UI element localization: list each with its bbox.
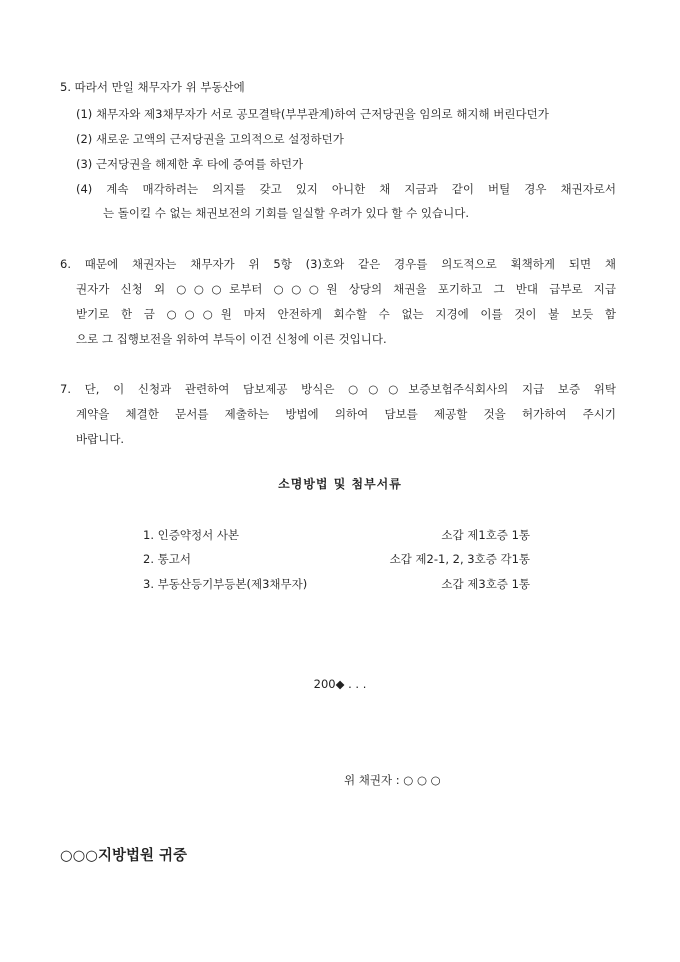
section-6-line-2: 권자가 신청 외 ○○○로부터 ○○○원 상당의 채권을 포기하고 그 반대 급부로 지급 bbox=[76, 282, 616, 296]
evidence-item-1-name: 1. 인증약정서 사본 bbox=[143, 528, 240, 542]
section-7-line-3: 바랍니다. bbox=[76, 432, 125, 446]
section-6-line-3: 받기로 한 금 ○○○원 마저 안전하게 회수할 수 없는 지경에 이를 것이 불 보듯 함 bbox=[76, 307, 616, 321]
evidence-item-2-ref: 소갑 제2-1, 2, 3호증 각1통 bbox=[389, 552, 530, 566]
section-5-item-2: (2) 새로운 고액의 근저당권을 고의적으로 설정하던가 bbox=[76, 132, 344, 146]
creditor-signature: 위 채권자 : ○ ○ ○ bbox=[344, 773, 441, 787]
section-5-item-1: (1) 채무자와 제3채무자가 서로 공모결탁(부부관계)하여 근저당권을 임의로 해지해 버린다던가 bbox=[76, 107, 549, 121]
section-7-line-1: 7. 단, 이 신청과 관련하여 담보제공 방식은 ○○○보증보험주식회사의 지급 보증 위탁 bbox=[60, 382, 616, 396]
court-addressee: ○○○지방법원 귀중 bbox=[60, 848, 188, 864]
section-6-line-4: 으로 그 집행보전을 위하여 부득이 이건 신청에 이른 것입니다. bbox=[76, 332, 387, 346]
section-5-heading: 5. 따라서 만일 채무자가 위 부동산에 bbox=[60, 80, 245, 94]
section-7-line-2: 계약을 체결한 문서를 제출하는 방법에 의하여 담보를 제공할 것을 허가하여 주시기 bbox=[76, 407, 616, 421]
section-6-line-1: 6. 때문에 채권자는 채무자가 위 5항 (3)호와 같은 경우를 의도적으로 획책하게 되면 채 bbox=[60, 257, 616, 271]
evidence-title: 소명방법 및 첨부서류 bbox=[278, 477, 402, 491]
document-date: 200◆ . . . bbox=[313, 677, 367, 691]
evidence-item-2-name: 2. 통고서 bbox=[143, 552, 191, 566]
section-5-item-4-line-1: (4) 계속 매각하려는 의지를 갖고 있지 아니한 채 지금과 같이 버틸 경우 채권자로서 bbox=[76, 182, 616, 196]
evidence-item-3-name: 3. 부동산등기부등본(제3채무자) bbox=[143, 577, 308, 591]
evidence-item-3-ref: 소갑 제3호증 1통 bbox=[441, 577, 530, 591]
evidence-item-1-ref: 소갑 제1호증 1통 bbox=[441, 528, 530, 542]
section-5-item-4-line-2: 는 돌이킬 수 없는 채권보전의 기회를 일실할 우려가 있다 할 수 있습니다. bbox=[103, 206, 470, 220]
section-5-item-3: (3) 근저당권을 해제한 후 타에 증여를 하던가 bbox=[76, 157, 304, 171]
